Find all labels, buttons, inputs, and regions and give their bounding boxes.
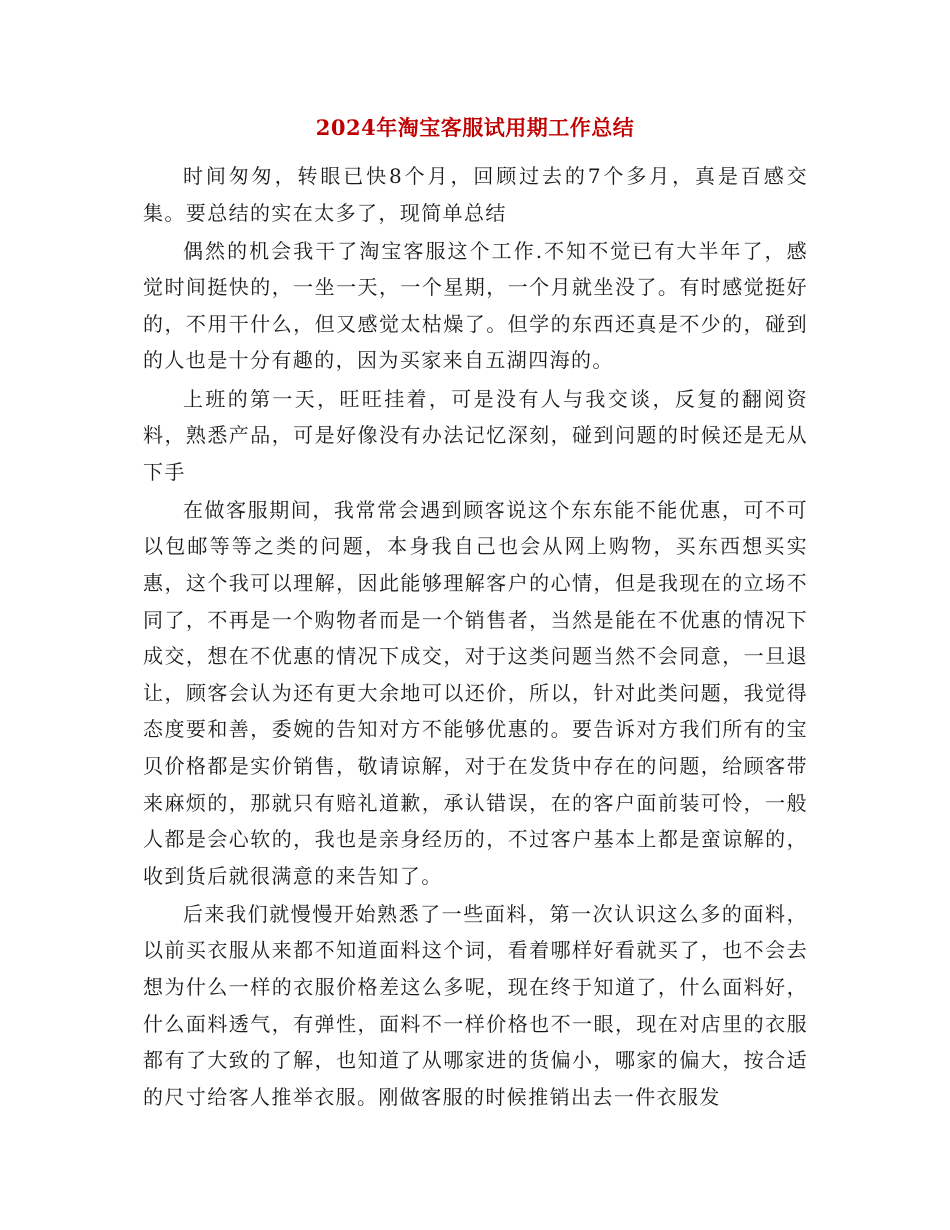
paragraph-1: 时间匆匆，转眼已快8个月，回顾过去的7个多月，真是百感交集。要总结的实在太多了，现简单总结: [143, 164, 808, 225]
paragraph-3: 上班的第一天，旺旺挂着，可是没有人与我交谈，反复的翻阅资料，熟悉产品，可是好像没有办法记忆深刻，碰到问题的时候还是无从下手: [143, 386, 808, 484]
document-title: 2024年淘宝客服试用期工作总结: [315, 115, 635, 140]
paragraph-4: 在做客服期间，我常常会遇到顾客说这个东东能不能优惠，可不可以包邮等等之类的问题，本身我自己也会从网上购物，买东西想买实惠，这个我可以理解，因此能够理解客户的心情，但是我现在的立场不同了，不再是一个购物者而是一个销售者，当然是能在不优惠的情况下成交，想在不优惠的情况下成交，对于这类问题当然不会同意，一旦退让，顾客会认为还有更大余地可以还价，所以，针对此类问题，我觉得态度要和善，委婉的告知对方不能够优惠的。要告诉对方我们所有的宝贝价格都是实价销售，敬请谅解，对于在发货中存在的问题，给顾客带来麻烦的，那就只有赔礼道歉，承认错误，在的客户面前装可怜，一般人都是会心软的，我也是亲身经历的，不过客户基本上都是蛮谅解的，收到货后就很满意的来告知了。: [143, 497, 808, 888]
paragraph-5: 后来我们就慢慢开始熟悉了一些面料，第一次认识这么多的面料，以前买衣服从来都不知道面料这个词，看着哪样好看就买了，也不会去想为什么一样的衣服价格差这么多呢，现在终于知道了，什么面料好，什么面料透气，有弹性，面料不一样价格也不一眼，现在对店里的衣服都有了大致的了解，也知道了从哪家进的货偏小，哪家的偏大，按合适的尺寸给客人推举衣服。刚做客服的时候推销出去一件衣服发: [143, 901, 808, 1109]
paragraph-2: 偶然的机会我干了淘宝客服这个工作.不知不觉已有大半年了，感觉时间挺快的，一坐一天，一个星期，一个月就坐没了。有时感觉挺好的，不用干什么，但又感觉太枯燥了。但学的东西还真是不少的，碰到的人也是十分有趣的，因为买家来自五湖四海的。: [143, 238, 808, 373]
document-body: [143, 158, 808, 1117]
